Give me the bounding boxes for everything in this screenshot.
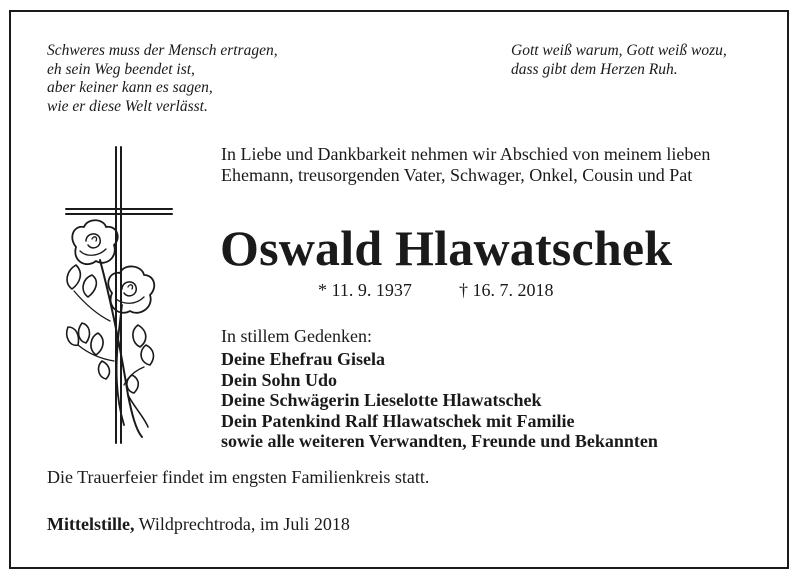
death-date: † 16. 7. 2018 xyxy=(459,280,554,300)
place-date-line xyxy=(47,514,350,535)
intro-text xyxy=(221,144,710,186)
mourner-item: Deine Ehefrau Gisela xyxy=(221,349,385,369)
deceased-name: Oswald Hlawatschek xyxy=(220,220,673,276)
mourning-label: In stillem Gedenken: xyxy=(221,326,372,346)
poem-line: dass gibt dem Herzen Ruh. xyxy=(511,60,678,78)
intro-line: Ehemann, treusorgenden Vater, Schwager, Onkel, Cousin und Pat xyxy=(221,165,693,185)
birth-date: * 11. 9. 1937 xyxy=(318,280,412,300)
mourner-item: Deine Schwägerin Lieselotte Hlawatschek xyxy=(221,390,542,410)
mourners-list xyxy=(221,349,658,452)
poem-right xyxy=(511,42,727,79)
place-rest: Wildprechtroda, im Juli 2018 xyxy=(134,514,350,534)
mourner-item: sowie alle weiteren Verwandten, Freunde und Bekannten xyxy=(221,431,658,451)
poem-left xyxy=(47,42,278,116)
poem-line: wie er diese Welt verlässt. xyxy=(47,97,208,115)
poem-line: eh sein Weg beendet ist, xyxy=(47,60,195,78)
cross-with-roses-icon xyxy=(62,145,177,445)
funeral-note: Die Trauerfeier findet im engsten Familienkreis statt. xyxy=(47,467,430,487)
poem-line: aber keiner kann es sagen, xyxy=(47,79,213,96)
intro-line: In Liebe und Dankbarkeit nehmen wir Abschied von meinem lieben xyxy=(221,144,711,164)
mourner-item: Dein Sohn Udo xyxy=(221,369,338,390)
poem-line: Gott weiß warum, Gott weiß wozu, xyxy=(511,42,727,59)
mourner-item: Dein Patenkind Ralf Hlawatschek mit Familie xyxy=(221,410,575,431)
place-name: Mittelstille, xyxy=(47,514,135,534)
poem-line: Schweres muss der Mensch ertragen, xyxy=(47,42,278,59)
